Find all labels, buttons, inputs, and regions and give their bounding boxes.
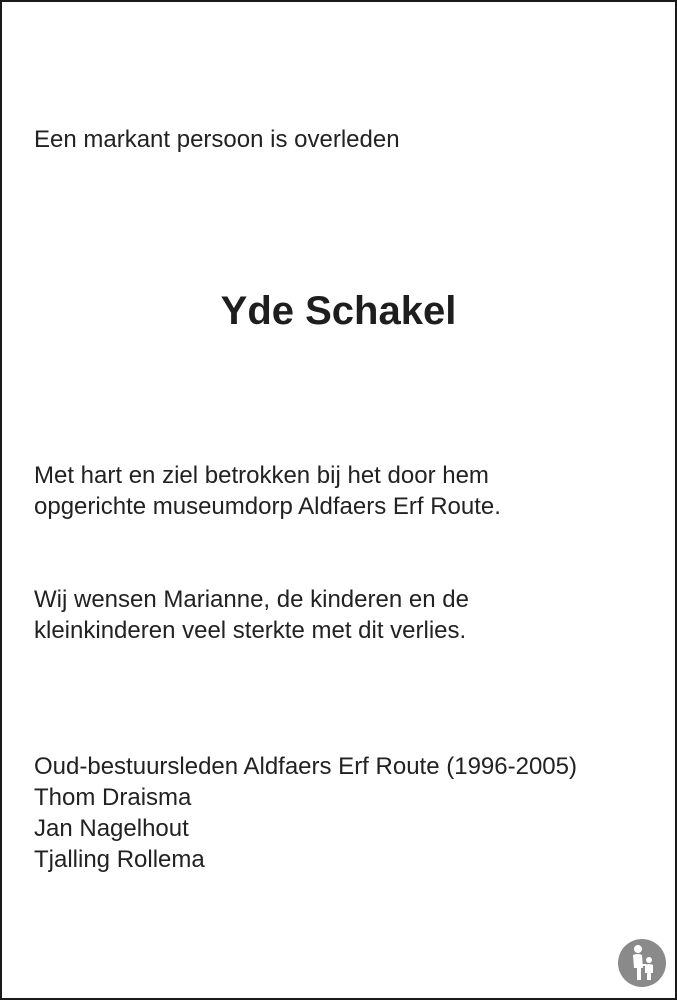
signoff-name-3: Tjalling Rollema — [34, 846, 205, 873]
intro-text: Een markant persoon is overleden — [34, 126, 400, 153]
tribute-line-2: opgerichte museumdorp Aldfaers Erf Route. — [34, 493, 501, 520]
tribute-paragraph — [34, 460, 501, 522]
condolence-line-2: kleinkinderen veel sterkte met dit verlies. — [34, 617, 467, 644]
condolence-paragraph — [34, 584, 469, 646]
deceased-name: Yde Schakel — [220, 289, 457, 333]
signoff-block — [34, 751, 577, 875]
signoff-name-2: Jan Nagelhout — [34, 815, 189, 842]
signoff-organization: Oud-bestuursleden Aldfaers Erf Route (1996-2005) — [34, 753, 577, 780]
condolence-line-1: Wij wensen Marianne, de kinderen en de — [34, 586, 469, 613]
tribute-line-1: Met hart en ziel betrokken bij het door hem — [34, 462, 489, 489]
memorial-figure-icon — [617, 938, 667, 988]
signoff-name-1: Thom Draisma — [34, 784, 192, 811]
